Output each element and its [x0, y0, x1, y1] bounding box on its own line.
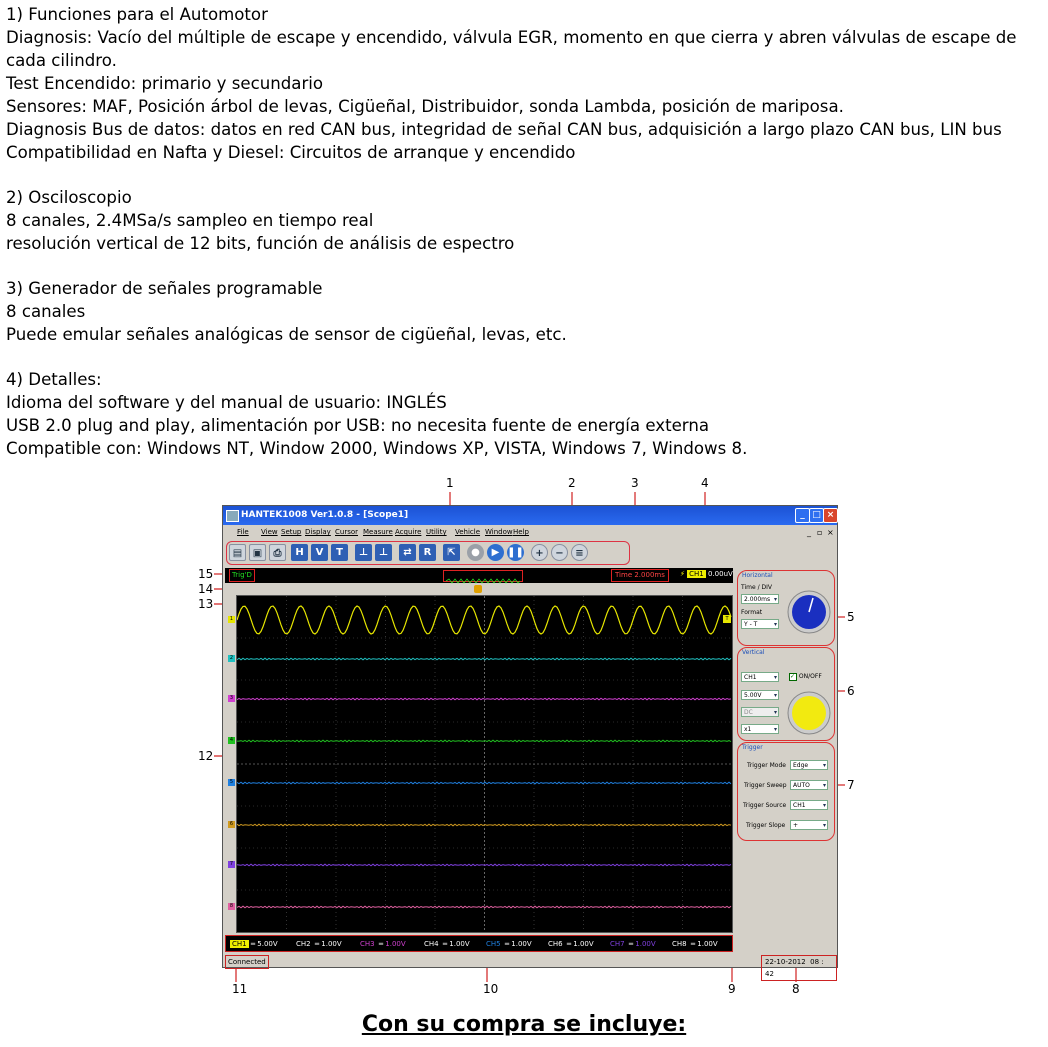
callout-2: 2	[568, 476, 576, 490]
trigger-mode-select[interactable]: Edge ▾	[790, 760, 828, 770]
trigger-level-marker[interactable]: T	[723, 615, 731, 623]
time-readout: Time 2.000ms	[611, 569, 669, 582]
spec-line: Compatible con: Windows NT, Window 2000, Windows XP, VISTA, Windows 7, Windows 8.	[6, 439, 748, 458]
print-icon[interactable]: ⎙	[269, 544, 286, 561]
window-title: HANTEK1008 Ver1.0.8 - [Scope1]	[241, 510, 409, 520]
menu-help[interactable]: Help	[513, 528, 529, 536]
onoff-toggle[interactable]	[789, 673, 822, 681]
time-knob-icon[interactable]	[786, 589, 832, 635]
spec-line: 1) Funciones para el Automotor	[6, 5, 268, 24]
spec-line: Diagnosis Bus de datos: datos en red CAN bus, integridad de señal CAN bus, adquisición a largo plazo CAN bus, LIN bus	[6, 120, 1002, 139]
trigger-source-label: Trigger Source	[743, 802, 787, 809]
ch3-value: 1.00V	[385, 940, 406, 948]
ch7-name: CH7	[610, 940, 625, 948]
horizontal-panel	[737, 570, 835, 646]
maximize-icon[interactable]: □	[809, 508, 824, 523]
mdi-close-icon[interactable]: ×	[827, 528, 834, 537]
trigger-panel	[737, 742, 835, 841]
trace-ch2	[237, 658, 731, 660]
callout-11: 11	[232, 982, 248, 996]
connection-status: Connected	[225, 955, 269, 969]
callout-1: 1	[446, 476, 454, 490]
trace-ch7	[237, 864, 731, 866]
included-items-heading: Con su compra se incluye:	[361, 1012, 687, 1037]
waveform-display[interactable]	[236, 595, 733, 933]
trigger-slope-select[interactable]: + ▾	[790, 820, 828, 830]
menu-vehicle[interactable]: Vehicle	[455, 528, 481, 536]
save-icon[interactable]: ▣	[249, 544, 266, 561]
format-label: Format	[741, 609, 763, 616]
spec-line: 2) Osciloscopio	[6, 188, 132, 207]
ch4-value: 1.00V	[449, 940, 470, 948]
status-bar	[223, 955, 837, 978]
spec-line: Test Encendido: primario y secundario	[6, 74, 324, 93]
menu-utility[interactable]: Utility	[426, 528, 447, 536]
trigger-source-select[interactable]: CH1 ▾	[790, 800, 828, 810]
coupling-select[interactable]: DC ▾	[741, 707, 779, 717]
spec-line: Compatibilidad en Nafta y Diesel: Circuitos de arranque y encendido	[6, 143, 576, 162]
spec-line: 8 canales	[6, 302, 86, 321]
time-div-label: Time / DIV	[741, 584, 773, 591]
callout-3: 3	[631, 476, 639, 490]
callout-10: 10	[483, 982, 499, 996]
ch4-scale[interactable]: CH4 ═ 1.00V	[424, 940, 470, 948]
mdi-restore-icon[interactable]: ▫	[817, 528, 823, 537]
callout-4: 4	[701, 476, 709, 490]
close-icon[interactable]: ×	[823, 508, 838, 523]
ch3-name: CH3	[360, 940, 375, 948]
trigger-position-marker	[474, 585, 482, 593]
spec-line: resolución vertical de 12 bits, función de análisis de espectro	[6, 234, 515, 253]
measure-icon[interactable]: ⊥	[375, 544, 392, 561]
callout-5: 5	[847, 610, 855, 624]
ch2-name: CH2	[296, 940, 311, 948]
zoom-in-icon[interactable]: +	[531, 544, 548, 561]
ch6-value: 1.00V	[573, 940, 594, 948]
stop-icon[interactable]: ❚❚	[507, 544, 524, 561]
callout-7: 7	[847, 778, 855, 792]
ch8-value: 1.00V	[697, 940, 718, 948]
horizontal-title: Horizontal	[742, 572, 773, 579]
probe-select[interactable]: x1 ▾	[741, 724, 779, 734]
spec-line: Puede emular señales analógicas de sensor de cigüeñal, levas, etc.	[6, 325, 567, 344]
vertical-title: Vertical	[742, 649, 765, 656]
reference-button[interactable]: R	[419, 544, 436, 561]
waveform-overview[interactable]	[443, 570, 523, 582]
menu-file[interactable]: File	[237, 528, 249, 536]
zoom-out-icon[interactable]: −	[551, 544, 568, 561]
scope-status-strip	[225, 568, 733, 583]
mdi-minimize-icon[interactable]: _	[807, 528, 811, 537]
channel-scale-bar	[225, 935, 733, 952]
ch1-value: 5.00V	[257, 940, 278, 948]
ch7-value: 1.00V	[635, 940, 656, 948]
channel-marker-2[interactable]: 2	[229, 655, 234, 661]
channel-marker-4[interactable]: 4	[229, 737, 234, 743]
trigger-edge-icon: ⚡	[680, 570, 685, 578]
callout-13: 13	[198, 597, 214, 611]
app-icon	[226, 510, 239, 522]
single-icon[interactable]: ●	[467, 544, 484, 561]
ch1-scale[interactable]: CH1 ═ 5.00V	[232, 940, 278, 948]
ch2-scale[interactable]: CH2 ═ 1.00V	[296, 940, 342, 948]
volts-knob-icon[interactable]	[786, 690, 832, 736]
callout-9: 9	[728, 982, 736, 996]
zoom-fit-icon[interactable]: ⇱	[443, 544, 460, 561]
trigger-sweep-label: Trigger Sweep	[744, 782, 787, 789]
ch7-scale[interactable]: CH7 ═ 1.00V	[610, 940, 656, 948]
oscilloscope-screenshot	[222, 505, 838, 978]
trigger-mode-label: Trigger Mode	[747, 762, 786, 769]
spec-line: USB 2.0 plug and play, alimentación por USB: no necesita fuente de energía externa	[6, 416, 710, 435]
time-div-select[interactable]: 2.000ms ▾	[741, 594, 779, 604]
channel-marker-6[interactable]: 6	[229, 821, 234, 827]
menu-cursor[interactable]: Cursor	[335, 528, 359, 536]
trace-ch1	[237, 606, 731, 634]
callout-6: 6	[847, 684, 855, 698]
spacer	[6, 164, 1046, 186]
channel-marker-1[interactable]: 1	[229, 616, 234, 622]
spacer	[6, 346, 1046, 368]
trace-ch5	[237, 782, 731, 784]
window-titlebar	[223, 506, 837, 525]
volts-div-stepper[interactable]: 5.00V ▾	[741, 690, 779, 700]
onoff-checkbox-icon: ✓	[790, 673, 796, 680]
channel-marker-3[interactable]: 3	[229, 695, 234, 701]
channel-marker-8[interactable]: 8	[229, 903, 234, 909]
trigger-title: Trigger	[742, 744, 763, 751]
ch5-scale[interactable]: CH5 ═ 1.00V	[486, 940, 532, 948]
status-time: 08 : 42	[765, 958, 824, 978]
channel-marker-7[interactable]: 7	[229, 861, 234, 867]
ch6-scale[interactable]: CH6 ═ 1.00V	[548, 940, 594, 948]
cursor-icon[interactable]: ⊥	[355, 544, 372, 561]
menu-setup[interactable]: Setup	[281, 528, 302, 536]
menu-acquire[interactable]: Acquire	[395, 528, 422, 536]
ch3-scale[interactable]: CH3 ═ 1.00V	[360, 940, 406, 948]
spec-line: Sensores: MAF, Posición árbol de levas, Cigüeñal, Distribuidor, sonda Lambda, posición de mariposa.	[6, 97, 844, 116]
minimize-icon[interactable]: _	[795, 508, 810, 523]
callout-14: 14	[198, 582, 214, 596]
toolbar	[226, 541, 630, 565]
onoff-label: ON/OFF	[798, 673, 822, 680]
open-icon[interactable]: ▤	[229, 544, 246, 561]
trace-ch6	[237, 824, 731, 826]
ch2-value: 1.00V	[321, 940, 342, 948]
spec-line: 4) Detalles:	[6, 370, 102, 389]
overview-wave	[444, 576, 522, 586]
menu-window[interactable]: Window	[485, 528, 513, 536]
trigger-channel: CH1	[689, 570, 704, 578]
trigger-sweep-select[interactable]: AUTO ▾	[790, 780, 828, 790]
callout-15: 15	[198, 567, 214, 581]
callout-12: 12	[198, 749, 214, 763]
vertical-button[interactable]: V	[311, 544, 328, 561]
ch5-value: 1.00V	[511, 940, 532, 948]
ch8-scale[interactable]: CH8 ═ 1.00V	[672, 940, 718, 948]
spec-line: 8 canales, 2.4MSa/s sampleo en tiempo real	[6, 211, 374, 230]
spec-line: 3) Generador de señales programable	[6, 279, 323, 298]
ch6-name: CH6	[548, 940, 563, 948]
trace-ch8	[237, 906, 731, 908]
callout-8: 8	[792, 982, 800, 996]
channel-marker-5[interactable]: 5	[229, 779, 234, 785]
waveform-canvas	[237, 596, 732, 932]
settings-icon[interactable]: ≡	[571, 544, 588, 561]
ch1-name: CH1	[232, 940, 247, 948]
ch8-name: CH8	[672, 940, 687, 948]
trigger-level: 0.00uV	[708, 570, 733, 578]
spacer	[6, 255, 1046, 277]
status-date: 22-10-2012	[765, 958, 806, 966]
trigger-slope-label: Trigger Slope	[746, 822, 786, 829]
spec-line: Diagnosis: Vacío del múltiple de escape y encendido, válvula EGR, momento en que cierra y abren válvulas de escape de cada cilindro.	[6, 28, 1017, 70]
vertical-panel	[737, 647, 835, 741]
trigger-status: Trig'D	[229, 569, 255, 582]
datetime-status	[761, 955, 837, 981]
run-icon[interactable]: ▶	[487, 544, 504, 561]
trace-ch3	[237, 698, 731, 700]
spec-text	[6, 3, 1046, 460]
menu-display[interactable]: Display	[305, 528, 331, 536]
horizontal-button[interactable]: H	[291, 544, 308, 561]
trigger-button[interactable]: T	[331, 544, 348, 561]
menu-view[interactable]: View	[261, 528, 278, 536]
autoset-icon[interactable]: ⇄	[399, 544, 416, 561]
spec-line: Idioma del software y del manual de usuario: INGLÉS	[6, 393, 447, 412]
menu-bar	[223, 526, 837, 539]
channel-select[interactable]: CH1 ▾	[741, 672, 779, 682]
trigger-readout	[680, 569, 733, 580]
ch4-name: CH4	[424, 940, 439, 948]
trace-ch4	[237, 740, 731, 742]
menu-measure[interactable]: Measure	[363, 528, 393, 536]
ch5-name: CH5	[486, 940, 501, 948]
format-select[interactable]: Y - T ▾	[741, 619, 779, 629]
